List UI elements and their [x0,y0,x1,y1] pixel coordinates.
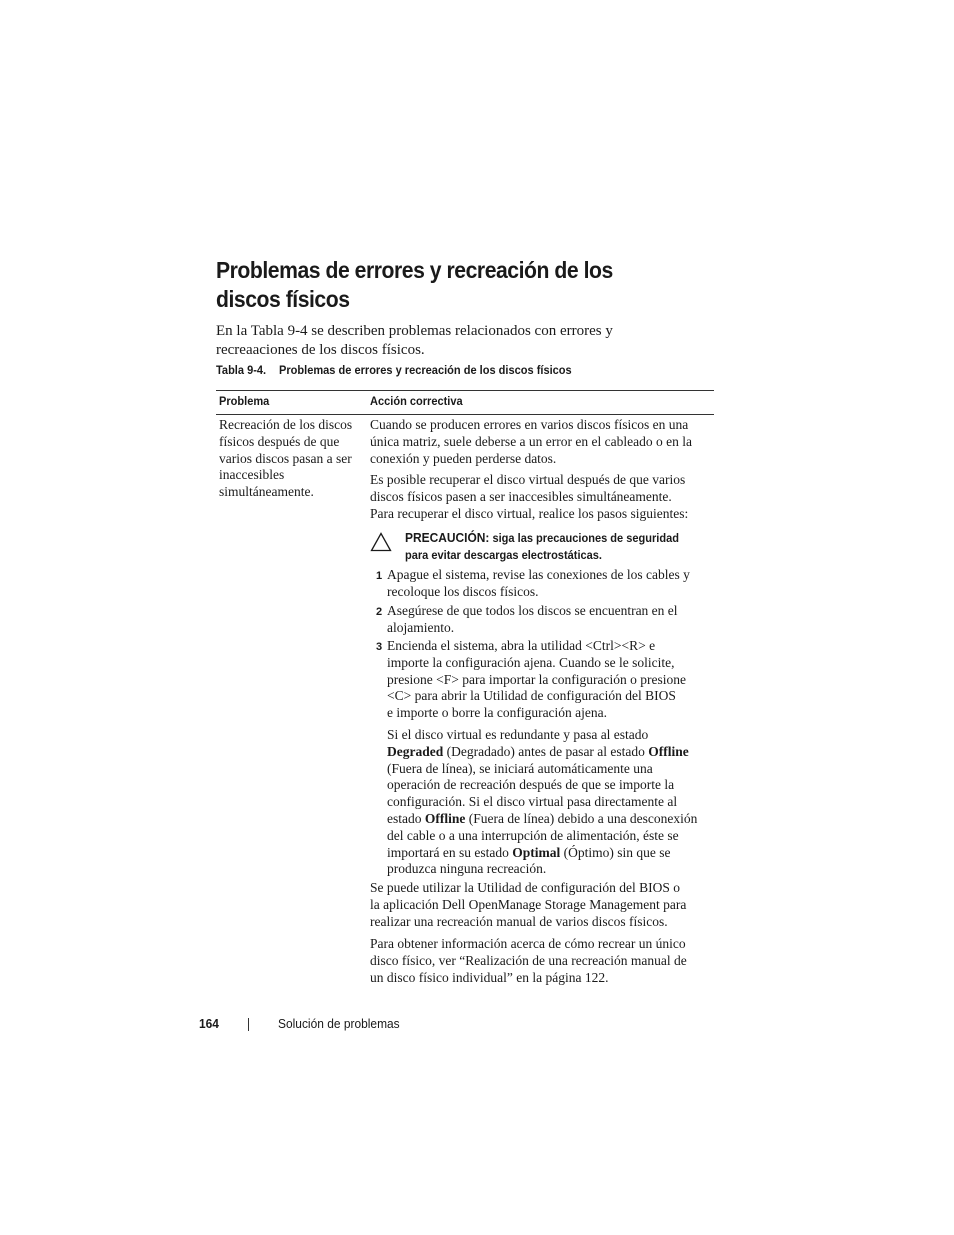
warning-triangle-icon [370,532,392,552]
footer-separator [248,1018,249,1031]
note-line: (Fuera de línea), se iniciará automáticamente una [387,760,653,776]
paragraph-line: conexión y pueden perderse datos. [370,450,557,466]
paragraph-line: Para recuperar el disco virtual, realice los pasos siguientes: [370,505,689,521]
section-heading [216,256,694,314]
action-paragraph-2 [370,472,688,522]
paragraph-line: disco físico, ver “Realización de una recreación manual de [370,952,687,968]
status-optimal: Optimal [512,844,561,860]
page-number: 164 [199,1016,219,1031]
column-header-action: Acción correctiva [370,394,463,408]
problem-line: Recreación de los discos [219,417,353,432]
step-line: alojamiento. [387,619,455,635]
problem-line: físicos después de que [219,433,340,449]
table-top-rule [216,390,714,391]
note-line: del cable o a una interrupción de alimentación, éste se [387,827,679,843]
caution-line-2: para evitar descargas electrostáticas. [405,547,602,562]
paragraph-line: única matriz, suele deberse a un error en el cableado o en la [370,433,692,449]
footer-section-name: Solución de problemas [278,1016,400,1031]
paragraph-line: discos físicos pasen a ser inaccesibles simultáneamente. [370,488,672,504]
table-caption-title: Problemas de errores y recreación de los discos físicos [278,363,572,377]
note-line: produzca ninguna recreación. [387,861,547,877]
step-note [387,727,697,878]
step-line: e importe o borre la configuración ajena. [387,705,608,721]
paragraph-line: la aplicación Dell OpenManage Storage Management para [370,896,687,912]
problem-line: inaccesibles [219,467,285,483]
problem-line: simultáneamente. [219,484,314,500]
status-offline: Offline [424,810,466,826]
caution-text [405,530,679,563]
paragraph-line: Para obtener información acerca de cómo recrear un único [370,936,686,951]
note-line: operación de recreación después de que se importe la [387,777,675,793]
table-caption-number: Tabla 9-4. [216,363,267,377]
action-paragraph-4 [370,936,687,986]
step-line: recoloque los discos físicos. [387,583,539,599]
step-number: 3 [376,641,383,653]
note-line: configuración. Si el disco virtual pasa directamente al [387,794,678,810]
step-number: 1 [376,570,383,582]
paragraph-line: realizar una recreación manual de varios discos físicos. [370,913,668,929]
paragraph-line: un disco físico individual” en la página 122. [370,969,609,985]
note-text: estado [387,810,425,826]
note-text: (Fuera de línea) debido a una desconexión [465,810,698,826]
problem-cell [219,417,364,501]
step-number: 2 [376,606,383,618]
paragraph-line: Se puede utilizar la Utilidad de configuración del BIOS o [370,880,681,895]
table-header-rule [216,414,714,415]
step-line: presione <F> para importar la configuración o presione [387,671,687,687]
step-line: Asegúrese de que todos los discos se encuentran en el [387,603,678,618]
status-offline: Offline [648,743,689,759]
intro-paragraph [216,322,716,360]
paragraph-line: Es posible recuperar el disco virtual después de que varios [370,472,686,487]
step-line: Encienda el sistema, abra la utilidad <Ctrl><R> e [387,638,656,653]
step-line: importe la configuración ajena. Cuando se le solicite, [387,654,675,670]
action-paragraph-3 [370,880,686,930]
heading-line-1: Problemas de errores y recreación de los [216,257,613,283]
page-footer [0,1015,954,1035]
caution-label: PRECAUCIÓN: [405,530,490,545]
caution-line-1: siga las precauciones de seguridad [492,531,680,545]
note-text: importará en su estado [387,844,513,860]
step-line: Apague el sistema, revise las conexiones de los cables y [387,567,690,582]
intro-line-1: En la Tabla 9-4 se describen problemas relacionados con errores y [216,323,613,339]
note-text: (Degradado) antes de pasar al estado [443,743,649,759]
status-degraded: Degraded [387,743,444,759]
problem-line: varios discos pasan a ser [219,450,352,466]
column-header-problem: Problema [219,394,270,408]
table-caption [216,362,694,378]
note-line: Si el disco virtual es redundante y pasa al estado [387,727,649,742]
intro-line-2: recreaaciones de los discos físicos. [216,342,425,358]
paragraph-line: Cuando se producen errores en varios discos físicos en una [370,417,689,432]
note-text: (Óptimo) sin que se [560,844,671,860]
heading-line-2: discos físicos [216,286,350,312]
action-paragraph-1 [370,417,692,467]
step-line: <C> para abrir la Utilidad de configuración del BIOS [387,688,676,704]
